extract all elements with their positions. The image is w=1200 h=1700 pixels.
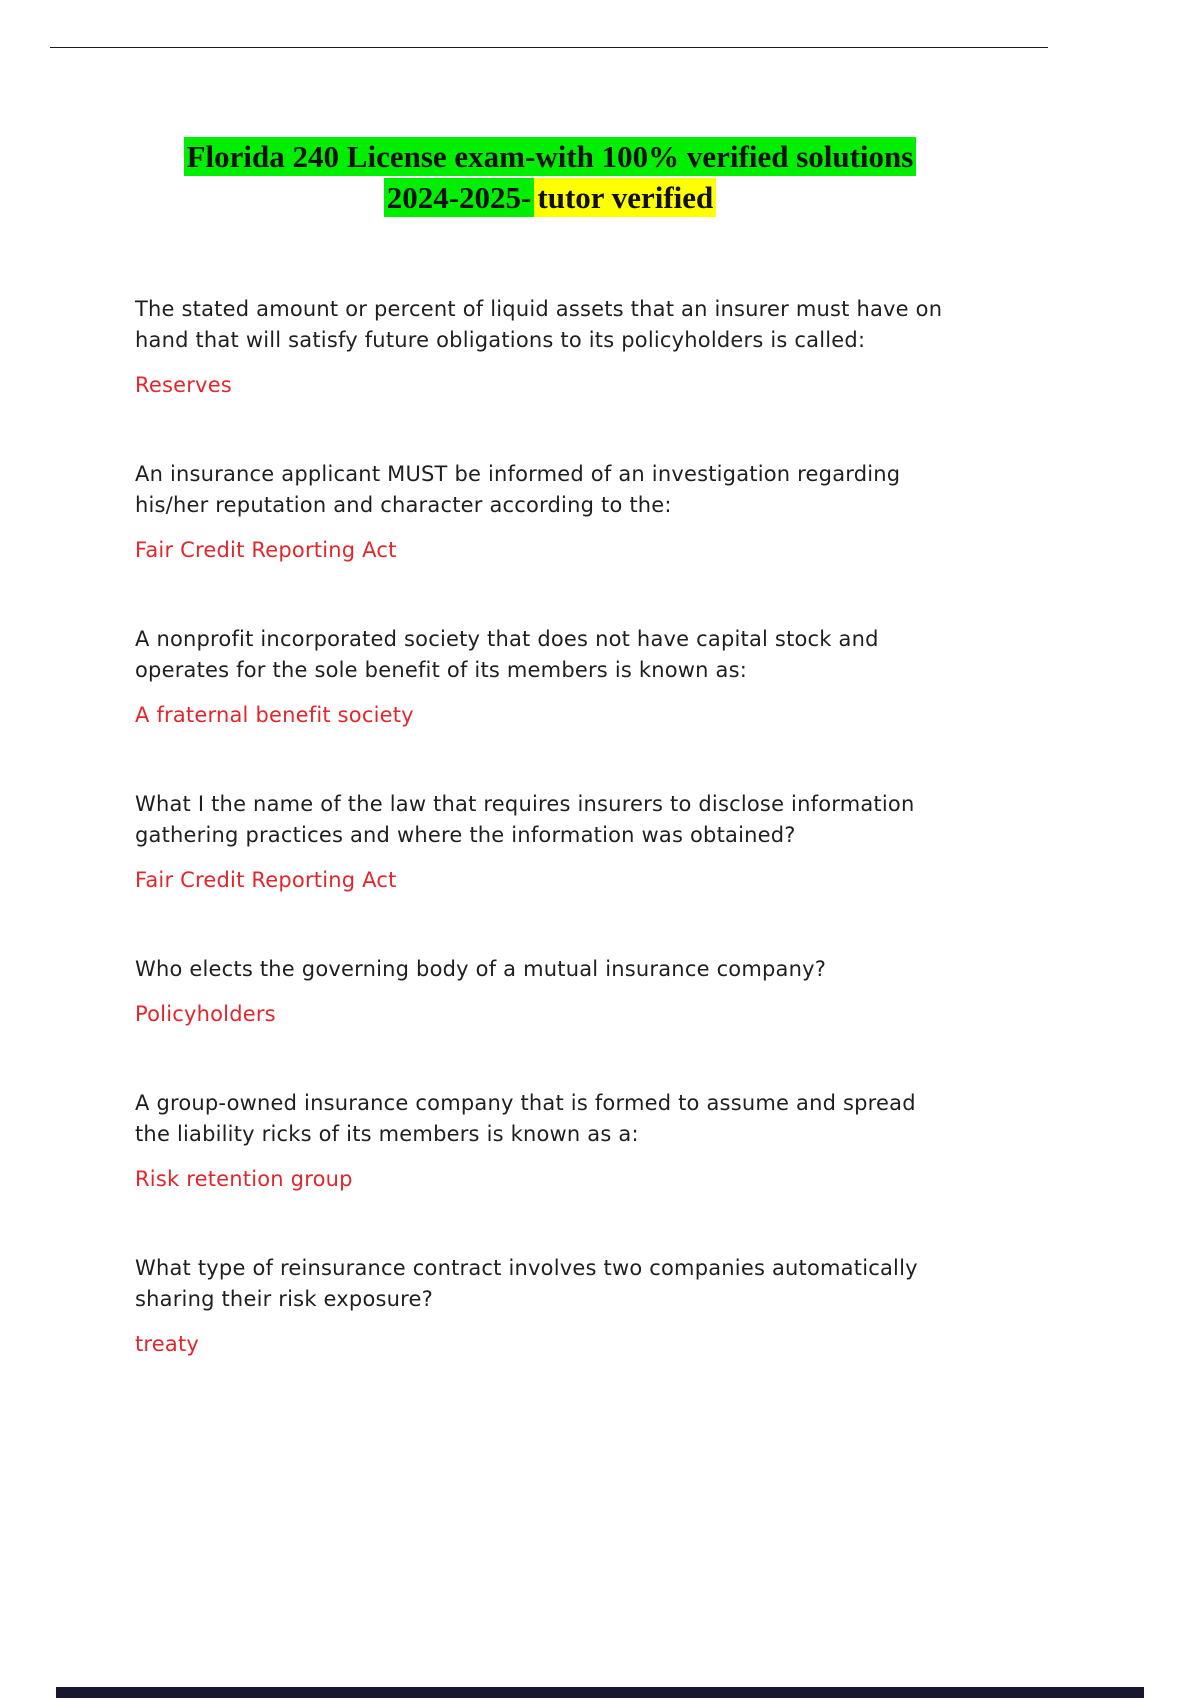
- question-text: What I the name of the law that requires insurers to disclose information gathering practices and where the information was obtained?: [135, 792, 915, 847]
- qa-item: [135, 459, 955, 566]
- answer-text: Policyholders: [135, 1002, 276, 1026]
- top-divider: [50, 47, 1048, 48]
- question-text: What type of reinsurance contract involves two companies automatically sharing their risk exposure?: [135, 1256, 918, 1311]
- qa-item: [135, 789, 955, 896]
- question-text: A group-owned insurance company that is formed to assume and spread the liability ricks of its members is known as a:: [135, 1091, 916, 1146]
- qa-item: [135, 954, 955, 1030]
- answer-text: Fair Credit Reporting Act: [135, 538, 397, 562]
- qa-item: [135, 624, 955, 731]
- answer-text: treaty: [135, 1332, 200, 1356]
- qa-list: [135, 294, 955, 1418]
- title-line2-green: 2024-2025-: [384, 178, 535, 217]
- question-text: A nonprofit incorporated society that does not have capital stock and operates for the sole benefit of its members is known as:: [135, 627, 879, 682]
- qa-item: [135, 1253, 955, 1360]
- document-title: [50, 136, 1050, 218]
- question-text: The stated amount or percent of liquid assets that an insurer must have on hand that will satisfy future obligations to its policyholders is called:: [135, 297, 943, 352]
- question-text: Who elects the governing body of a mutual insurance company?: [135, 957, 827, 981]
- answer-text: Fair Credit Reporting Act: [135, 868, 397, 892]
- qa-item: [135, 294, 955, 401]
- answer-text: Risk retention group: [135, 1167, 353, 1191]
- bottom-bar: [56, 1687, 1144, 1698]
- question-text: An insurance applicant MUST be informed of an investigation regarding his/her reputation and character according to the:: [135, 462, 901, 517]
- title-line2-yellow: tutor verified: [534, 178, 716, 217]
- qa-item: [135, 1088, 955, 1195]
- answer-text: Reserves: [135, 373, 232, 397]
- answer-text: A fraternal benefit society: [135, 703, 414, 727]
- title-line1: Florida 240 License exam-with 100% verified solutions: [184, 137, 917, 176]
